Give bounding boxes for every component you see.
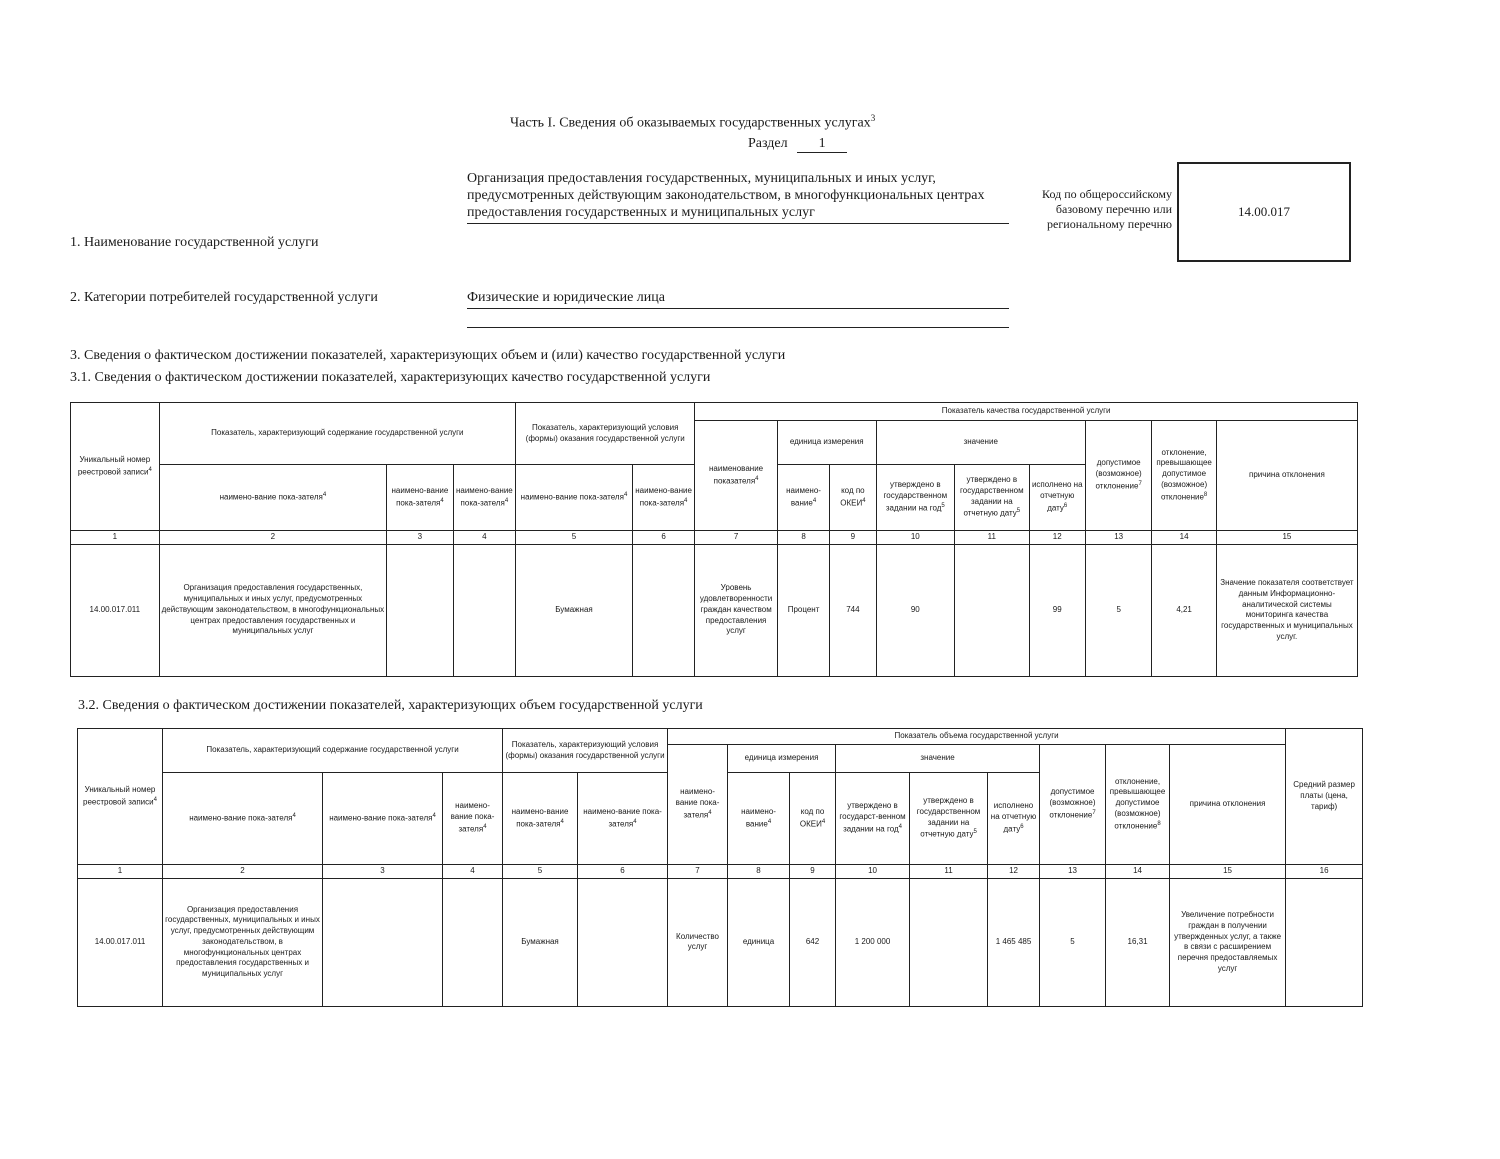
col-number: 11: [910, 865, 988, 879]
header-indicator-name: наименование показателя$^4$: [695, 421, 778, 531]
col-number: 10: [876, 531, 955, 545]
column-number-row: [71, 531, 1358, 545]
cell-form: Бумажная: [503, 878, 578, 1006]
col-number: 5: [503, 865, 578, 879]
header-approved-date: утверждено в государственном задании на отчетную дату$^5$: [955, 465, 1030, 531]
cell-approved-year: 1 200 000: [836, 878, 910, 1006]
volume-section-title: 3.2. Сведения о фактическом достижении показателей, характеризующих объем государственной услуги: [78, 698, 703, 713]
header-approved-date: утверждено в государственном задании на отчетную дату$^5$: [910, 773, 988, 865]
header-name-indicator: наимено-вание пока-зателя$^4$: [516, 465, 633, 531]
table-header-row: [71, 403, 1358, 421]
col-number: 2: [159, 531, 387, 545]
cell-allowed: 5: [1085, 544, 1151, 676]
cell-avg-fee: [1286, 878, 1363, 1006]
consumers-value: Физические и юридические лица: [467, 290, 1009, 309]
section-number: 1: [797, 136, 847, 153]
header-unique: Уникальный номер реестровой записи$^4$: [78, 729, 163, 865]
cell-executed: 1 465 485: [988, 878, 1040, 1006]
header-approved-year: утверждено в государственном задании на год$^5$: [876, 465, 955, 531]
cell-c3: [323, 878, 443, 1006]
col-number: 9: [790, 865, 836, 879]
col-number: 7: [695, 531, 778, 545]
header-unit-group: единица измерения: [777, 421, 876, 465]
header-exceeding: отклонение, превышающее допустимое (возможное) отклонение$^8$: [1152, 421, 1216, 531]
header-content-group: Показатель, характеризующий содержание государственной услуги: [163, 729, 503, 773]
header-name-indicator: наимено-вание пока-зателя$^4$: [387, 465, 453, 531]
col-number: 3: [323, 865, 443, 879]
header-content-group: Показатель, характеризующий содержание государственной услуги: [159, 403, 515, 465]
header-name-indicator: наимено-вание пока-зателя$^4$: [323, 773, 443, 865]
header-name-indicator: наимено-вание пока-зателя$^4$: [159, 465, 387, 531]
quality-table: [70, 402, 1358, 677]
col-number: 13: [1085, 531, 1151, 545]
cell-exceeding: 4,21: [1152, 544, 1216, 676]
section3-title: 3. Сведения о фактическом достижении показателей, характеризующих объем и (или) качество государственной услуги: [70, 348, 786, 363]
header-indicator-name: наимено-вание пока-зателя$^4$: [668, 745, 728, 865]
header-name-indicator: наимено-вание пока-зателя$^4$: [503, 773, 578, 865]
col-number: 15: [1170, 865, 1286, 879]
cell-form: Бумажная: [516, 544, 633, 676]
table-row: [78, 878, 1363, 1006]
col-number: 13: [1040, 865, 1106, 879]
header-exceeding: отклонение, превышающее допустимое (возможное) отклонение$^8$: [1106, 745, 1170, 865]
service-name-value: Организация предоставления государственных, муниципальных и иных услуг, предусмотренных действующим законодательством, в многофункциональных центрах предоставления государственных и муниципальных услуг: [467, 170, 1009, 224]
col-number: 3: [387, 531, 453, 545]
column-number-row: [78, 865, 1363, 879]
col-number: 2: [163, 865, 323, 879]
cell-approved-date: [910, 878, 988, 1006]
header-reason: причина отклонения: [1216, 421, 1357, 531]
cell-allowed: 5: [1040, 878, 1106, 1006]
header-unique: Уникальный номер реестровой записи$^4$: [71, 403, 160, 531]
col-number: 6: [578, 865, 668, 879]
col-number: 14: [1106, 865, 1170, 879]
col-number: 7: [668, 865, 728, 879]
header-conditions-group: Показатель, характеризующий условия (формы) оказания государственной услуги: [503, 729, 668, 773]
cell-executed: 99: [1029, 544, 1085, 676]
col-number: 1: [78, 865, 163, 879]
cell-content: Организация предоставления государственных, муниципальных и иных услуг, предусмотренных действующим законодательством, в многофункциональных центрах предоставления государственных и муниципальных услуг: [163, 878, 323, 1006]
header-executed: исполнено на отчетную дату$^6$: [1029, 465, 1085, 531]
col-number: 16: [1286, 865, 1363, 879]
col-number: 4: [453, 531, 515, 545]
cell-indicator: Количество услуг: [668, 878, 728, 1006]
cell-c6: [578, 878, 668, 1006]
header-unit-name: наимено-вание$^4$: [728, 773, 790, 865]
cell-c6: [632, 544, 694, 676]
consumers-underline: [467, 327, 1009, 328]
col-number: 10: [836, 865, 910, 879]
table-row: [71, 544, 1358, 676]
code-label: Код по общероссийскому базовому перечню или региональному перечню: [1042, 187, 1172, 231]
cell-unit: Процент: [777, 544, 829, 676]
cell-indicator: Уровень удовлетворенности граждан качеством предоставления услуг: [695, 544, 778, 676]
cell-reason: Значение показателя соответствует данным Информационно-аналитической системы мониторинга качества государственных и муниципальных услуг.: [1216, 544, 1357, 676]
col-number: 1: [71, 531, 160, 545]
header-conditions-group: Показатель, характеризующий условия (формы) оказания государственной услуги: [516, 403, 695, 465]
header-value-group: значение: [876, 421, 1085, 465]
header-value-group: значение: [836, 745, 1040, 773]
section-label: Раздел: [748, 136, 788, 151]
service-name-label: 1. Наименование государственной услуги: [70, 235, 319, 250]
code-value: 14.00.017: [1238, 204, 1290, 219]
cell-exceeding: 16,31: [1106, 878, 1170, 1006]
col-number: 11: [955, 531, 1030, 545]
header-name-indicator: наимено-вание пока-зателя$^4$: [163, 773, 323, 865]
col-number: 12: [1029, 531, 1085, 545]
quality-section-title: 3.1. Сведения о фактическом достижении показателей, характеризующих качество государственной услуги: [70, 370, 711, 385]
table-header-row: [78, 729, 1363, 745]
header-indicator-group: Показатель объема государственной услуги: [668, 729, 1286, 745]
cell-reason: Увеличение потребности граждан в получении утвержденных услуг, а также в связи с расширением перечня предоставляемых услуг: [1170, 878, 1286, 1006]
consumers-label: 2. Категории потребителей государственной услуги: [70, 290, 378, 305]
part-title: [510, 113, 875, 132]
header-unit-group: единица измерения: [728, 745, 836, 773]
header-allowed: допустимое (возможное) отклонение$^7$: [1040, 745, 1106, 865]
cell-c4: [443, 878, 503, 1006]
header-okei: код по ОКЕИ$^4$: [830, 465, 876, 531]
volume-table: [77, 728, 1363, 1007]
header-name-indicator: наимено-вание пока-зателя$^4$: [443, 773, 503, 865]
cell-content: Организация предоставления государственных, муниципальных и иных услуг, предусмотренных действующим законодательством, в многофункциональных центрах предоставления государственных и муниципальных услуг: [159, 544, 387, 676]
header-executed: исполнено на отчетную дату$^6$: [988, 773, 1040, 865]
col-number: 5: [516, 531, 633, 545]
cell-c3: [387, 544, 453, 676]
header-name-indicator: наимено-вание пока-зателя$^4$: [453, 465, 515, 531]
header-name-indicator: наимено-вание пока-зателя$^4$: [578, 773, 668, 865]
section-heading: [748, 136, 847, 153]
part-title-footnote: 3: [870, 113, 876, 123]
cell-c4: [453, 544, 515, 676]
header-approved-year: утверждено в государст-венном задании на год$^4$: [836, 773, 910, 865]
cell-unique: 14.00.017.011: [71, 544, 160, 676]
col-number: 12: [988, 865, 1040, 879]
header-avg-fee: Средний размер платы (цена, тариф): [1286, 729, 1363, 865]
col-number: 6: [632, 531, 694, 545]
code-box: [1177, 162, 1351, 262]
header-indicator-group: Показатель качества государственной услуги: [695, 403, 1358, 421]
col-number: 14: [1152, 531, 1216, 545]
header-unit-name: наимено-вание$^4$: [777, 465, 829, 531]
col-number: 15: [1216, 531, 1357, 545]
cell-approved-date: [955, 544, 1030, 676]
cell-unique: 14.00.017.011: [78, 878, 163, 1006]
header-okei: код по ОКЕИ$^4$: [790, 773, 836, 865]
header-reason: причина отклонения: [1170, 745, 1286, 865]
cell-okei: 642: [790, 878, 836, 1006]
cell-okei: 744: [830, 544, 876, 676]
col-number: 4: [443, 865, 503, 879]
col-number: 8: [777, 531, 829, 545]
cell-unit: единица: [728, 878, 790, 1006]
header-name-indicator: наимено-вание пока-зателя$^4$: [632, 465, 694, 531]
col-number: 9: [830, 531, 876, 545]
part-title-text: Часть I. Сведения об оказываемых государственных услугах: [510, 115, 871, 131]
cell-approved-year: 90: [876, 544, 955, 676]
header-allowed: допустимое (возможное) отклонение$^7$: [1085, 421, 1151, 531]
col-number: 8: [728, 865, 790, 879]
